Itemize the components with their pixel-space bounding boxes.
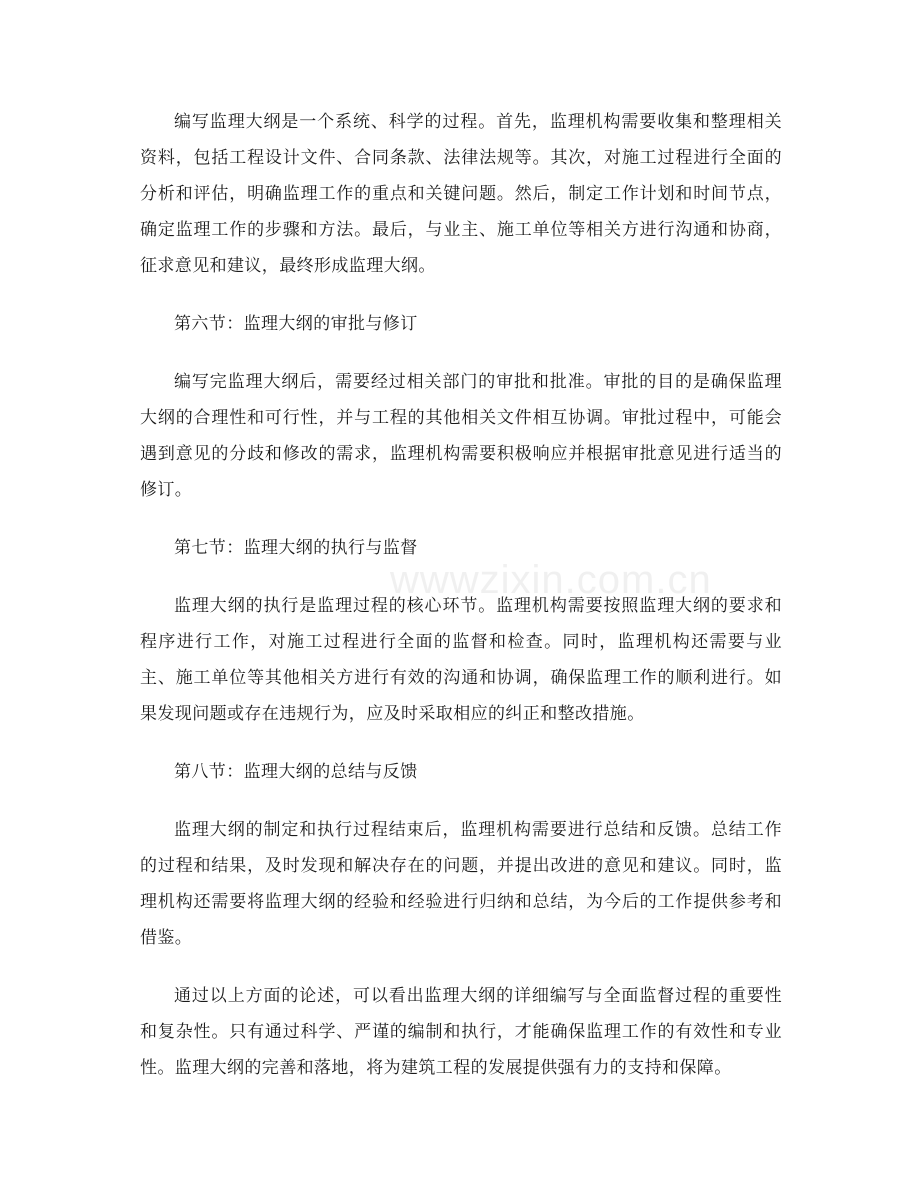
document-body	[140, 104, 782, 1108]
paragraph-conclusion: 通过以上方面的论述，可以看出监理大纲的详细编写与全面监督过程的重要性和复杂性。只有通过科学、严谨的编制和执行，才能确保监理工作的有效性和专业性。监理大纲的完善和落地，将为建筑工程的发展提供强有力的支持和保障。	[140, 986, 782, 1078]
section-heading-7: 第七节：监理大纲的执行与监督	[174, 538, 418, 558]
paragraph-section-6: 编写完监理大纲后，需要经过相关部门的审批和批准。审批的目的是确保监理大纲的合理性和可行性，并与工程的其他相关文件相互协调。审批过程中，可能会遇到意见的分歧和修改的需求，监理机构需要积极响应并根据审批意见进行适当的修订。	[140, 372, 782, 500]
watermark-text: wwwzixin.com.cn	[390, 558, 712, 602]
section-heading-6: 第六节：监理大纲的审批与修订	[174, 314, 418, 334]
paragraph-section-7: 监理大纲的执行是监理过程的核心环节。监理机构需要按照监理大纲的要求和程序进行工作，对施工过程进行全面的监督和检查。同时，监理机构还需要与业主、施工单位等其他相关方进行有效的沟通和协调，确保监理工作的顺利进行。如果发现问题或存在违规行为，应及时采取相应的纠正和整改措施。	[140, 596, 782, 724]
section-heading-8: 第八节：监理大纲的总结与反馈	[174, 762, 418, 782]
paragraph-intro: 编写监理大纲是一个系统、科学的过程。首先，监理机构需要收集和整理相关资料，包括工程设计文件、合同条款、法律法规等。其次，对施工过程进行全面的分析和评估，明确监理工作的重点和关键问题。然后，制定工作计划和时间节点，确定监理工作的步骤和方法。最后，与业主、施工单位等相关方进行沟通和协商，征求意见和建议，最终形成监理大纲。	[140, 112, 782, 276]
paragraph-section-8: 监理大纲的制定和执行过程结束后，监理机构需要进行总结和反馈。总结工作的过程和结果，及时发现和解决存在的问题，并提出改进的意见和建议。同时，监理机构还需要将监理大纲的经验和经验进行归纳和总结，为今后的工作提供参考和借鉴。	[140, 820, 782, 948]
